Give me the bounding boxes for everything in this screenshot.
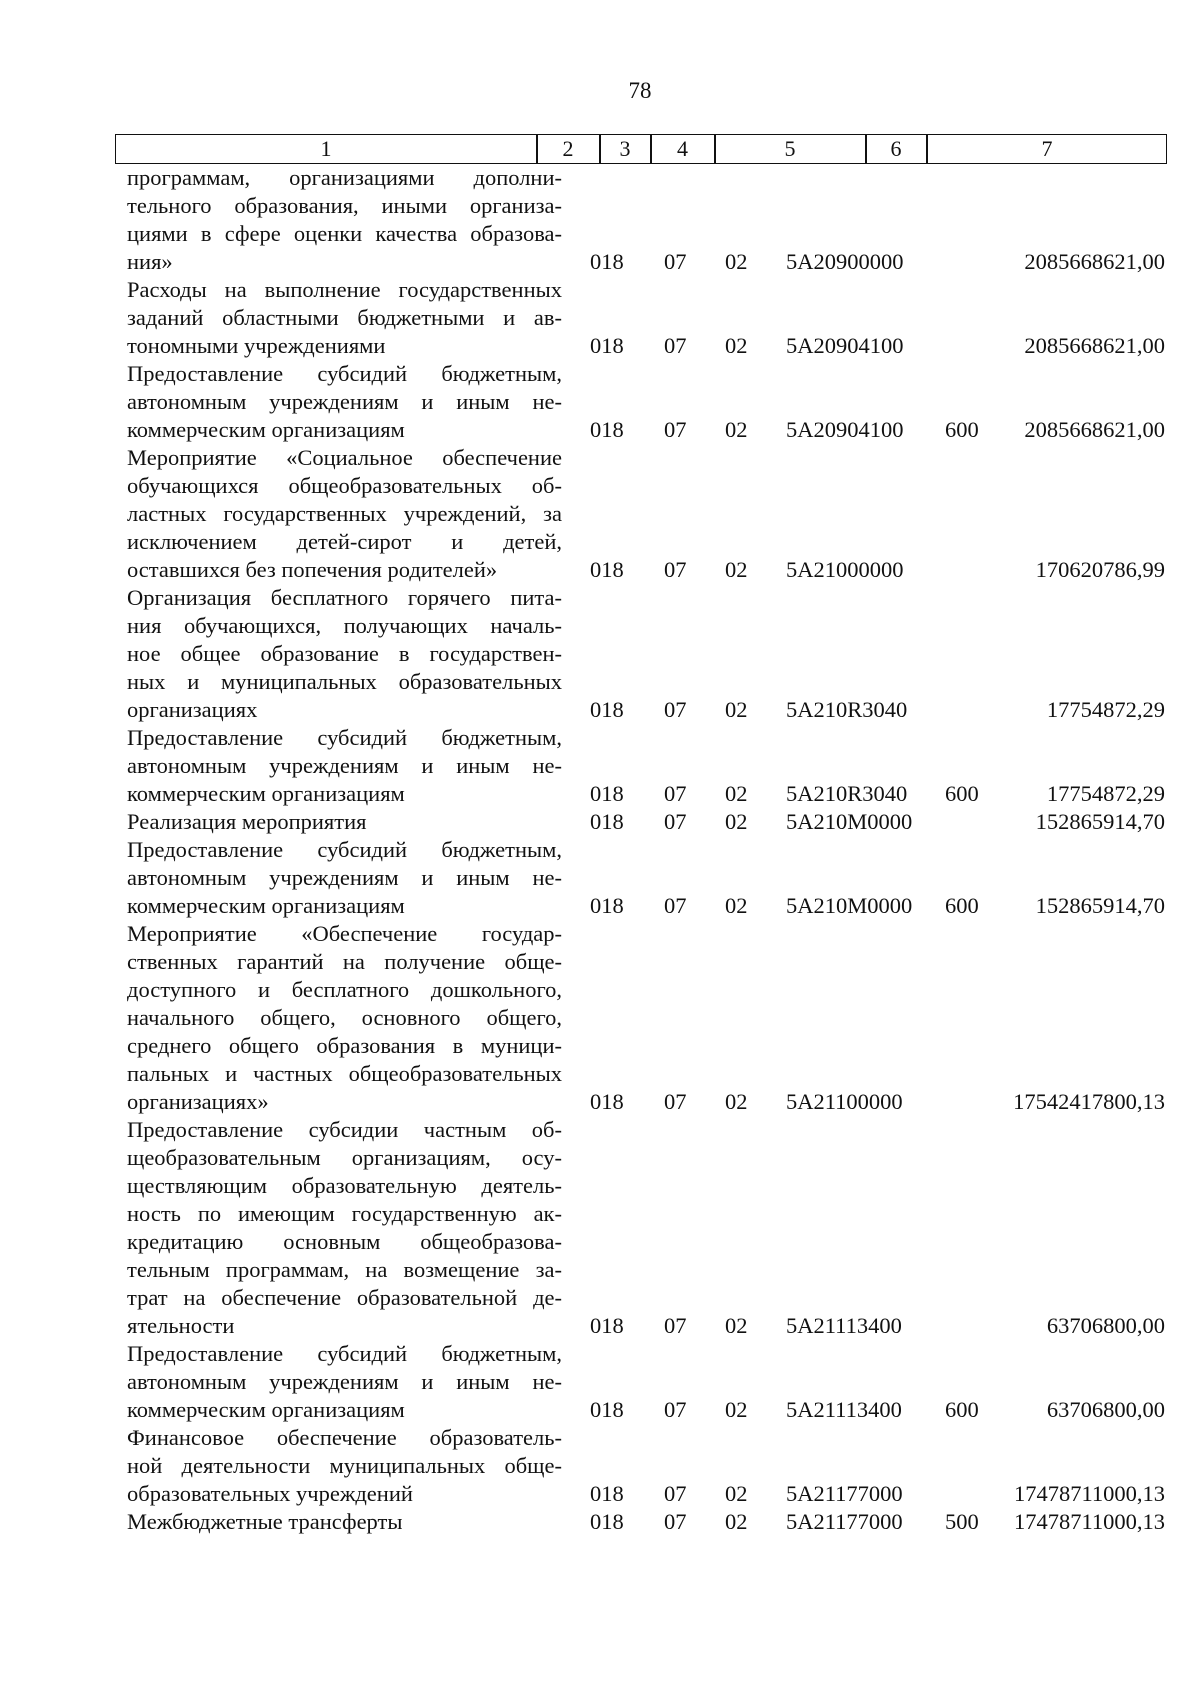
description-line: ственных гарантий на получение обще-: [127, 949, 562, 974]
table-row: [0, 1508, 1200, 1536]
subsection-code: 02: [725, 417, 748, 442]
amount-value: 152865914,70: [1035, 809, 1165, 834]
description-line: автономным учреждениям и иным не-: [127, 753, 562, 778]
description-line: ной деятельности муниципальных обще-: [127, 1453, 562, 1478]
subsection-code: 02: [725, 1089, 748, 1114]
description-line: ное общее образование в государствен-: [127, 641, 562, 666]
description-line: Предоставление субсидий бюджетным,: [127, 361, 562, 386]
description-line: Финансовое обеспечение образователь-: [127, 1425, 562, 1450]
subsection-code: 02: [725, 557, 748, 582]
ministry-code: 018: [590, 697, 624, 722]
target-article-code: 5А21113400: [786, 1397, 902, 1422]
row-description: [127, 808, 562, 836]
subsection-code: 02: [725, 781, 748, 806]
description-line: Предоставление субсидии частным об-: [127, 1117, 562, 1142]
description-line: щеобразовательным организациям, осу-: [127, 1145, 562, 1170]
amount-value: 17478711000,13: [1013, 1481, 1165, 1506]
header-col-2: 2: [562, 136, 574, 161]
description-line: коммерческим организациям: [127, 781, 405, 806]
description-line: организациях: [127, 697, 258, 722]
amount-value: 2085668621,00: [1024, 333, 1165, 358]
description-line: тельного образования, иными организа-: [127, 193, 562, 218]
section-code: 07: [664, 809, 687, 834]
ministry-code: 018: [590, 1313, 624, 1338]
expense-type-code: 600: [945, 893, 979, 918]
ministry-code: 018: [590, 1089, 624, 1114]
header-col-4: 4: [677, 136, 688, 161]
ministry-code: 018: [590, 893, 624, 918]
section-code: 07: [664, 1089, 687, 1114]
target-article-code: 5А210М0000: [786, 893, 913, 918]
row-description: [127, 584, 562, 724]
subsection-code: 02: [725, 333, 748, 358]
description-line: циями в сфере оценки качества образова-: [127, 221, 562, 246]
row-description: [127, 836, 562, 920]
table-row: [0, 276, 1200, 360]
description-line: образовательных учреждений: [127, 1481, 413, 1506]
target-article-code: 5А20900000: [786, 249, 904, 274]
table-row: [0, 836, 1200, 920]
target-article-code: 5А21113400: [786, 1313, 902, 1338]
description-line: Межбюджетные трансферты: [127, 1509, 403, 1534]
table-row: [0, 164, 1200, 276]
amount-value: 63706800,00: [1046, 1313, 1165, 1338]
subsection-code: 02: [725, 1481, 748, 1506]
section-code: 07: [664, 249, 687, 274]
row-description: [127, 1116, 562, 1340]
table-row: [0, 584, 1200, 724]
amount-value: 17542417800,13: [1013, 1089, 1165, 1114]
table-row: [0, 360, 1200, 444]
description-line: Мероприятие «Социальное обеспечение: [127, 445, 562, 470]
target-article-code: 5А210R3040: [786, 697, 908, 722]
description-line: тономными учреждениями: [127, 333, 386, 358]
target-article-code: 5А210М0000: [786, 809, 913, 834]
description-line: ния»: [127, 249, 173, 274]
subsection-code: 02: [725, 697, 748, 722]
header-col-6: 6: [890, 136, 902, 161]
description-line: исключением детей-сирот и детей,: [127, 529, 562, 554]
expense-type-code: 600: [945, 417, 979, 442]
amount-value: 17754872,29: [1046, 697, 1165, 722]
header-col-1: 1: [320, 136, 332, 161]
target-article-code: 5А210R3040: [786, 781, 908, 806]
row-description: [127, 276, 562, 360]
expense-type-code: 600: [945, 1397, 979, 1422]
target-article-code: 5А20904100: [786, 333, 904, 358]
page-number: 78: [628, 78, 652, 103]
header-col-3: 3: [619, 136, 631, 161]
description-line: ществляющим образовательную деятель-: [127, 1173, 562, 1198]
description-line: программам, организациями дополни-: [127, 165, 562, 190]
table-header: [115, 134, 1167, 164]
table-row: [0, 444, 1200, 584]
description-line: кредитацию основным общеобразова-: [127, 1229, 562, 1254]
row-description: [127, 1424, 562, 1508]
row-description: [127, 1508, 562, 1536]
table-row: [0, 808, 1200, 836]
header-col-5: 5: [784, 136, 796, 161]
section-code: 07: [664, 781, 687, 806]
row-description: [127, 724, 562, 808]
table-body: [0, 164, 1200, 1536]
description-line: Расходы на выполнение государственных: [127, 277, 562, 302]
subsection-code: 02: [725, 249, 748, 274]
table-row: [0, 920, 1200, 1116]
description-line: Организация бесплатного горячего пита-: [127, 585, 562, 610]
description-line: пальных и частных общеобразовательных: [127, 1061, 562, 1086]
description-line: ния обучающихся, получающих началь-: [127, 613, 562, 638]
target-article-code: 5А21000000: [786, 557, 904, 582]
description-line: обучающихся общеобразовательных об-: [127, 473, 562, 498]
ministry-code: 018: [590, 1481, 624, 1506]
description-line: доступного и бесплатного дошкольного,: [127, 977, 562, 1002]
ministry-code: 018: [590, 1397, 624, 1422]
amount-value: 152865914,70: [1035, 893, 1165, 918]
section-code: 07: [664, 557, 687, 582]
section-code: 07: [664, 417, 687, 442]
description-line: тельным программам, на возмещение за-: [127, 1257, 562, 1282]
subsection-code: 02: [725, 893, 748, 918]
row-description: [127, 920, 562, 1116]
table-row: [0, 1340, 1200, 1424]
amount-value: 17754872,29: [1046, 781, 1165, 806]
description-line: ластных государственных учреждений, за: [127, 501, 562, 526]
target-article-code: 5А20904100: [786, 417, 904, 442]
subsection-code: 02: [725, 809, 748, 834]
amount-value: 17478711000,13: [1013, 1509, 1165, 1534]
section-code: 07: [664, 333, 687, 358]
ministry-code: 018: [590, 333, 624, 358]
section-code: 07: [664, 1397, 687, 1422]
description-line: оставшихся без попечения родителей»: [127, 557, 498, 582]
description-line: Предоставление субсидий бюджетным,: [127, 1341, 562, 1366]
row-description: [127, 360, 562, 444]
table-row: [0, 724, 1200, 808]
table-row: [0, 1424, 1200, 1508]
amount-value: 63706800,00: [1046, 1397, 1165, 1422]
amount-value: 170620786,99: [1035, 557, 1165, 582]
ministry-code: 018: [590, 1509, 624, 1534]
row-description: [127, 444, 562, 584]
expense-type-code: 500: [945, 1509, 979, 1534]
description-line: ных и муниципальных образовательных: [127, 669, 562, 694]
description-line: ятельности: [127, 1313, 235, 1338]
description-line: организациях»: [127, 1089, 269, 1114]
description-line: коммерческим организациям: [127, 893, 405, 918]
section-code: 07: [664, 893, 687, 918]
table-row: [0, 1116, 1200, 1340]
ministry-code: 018: [590, 249, 624, 274]
section-code: 07: [664, 1481, 687, 1506]
description-line: автономным учреждениям и иным не-: [127, 389, 562, 414]
target-article-code: 5А21100000: [786, 1089, 903, 1114]
description-line: Мероприятие «Обеспечение государ-: [127, 921, 562, 946]
subsection-code: 02: [725, 1313, 748, 1338]
description-line: начального общего, основного общего,: [127, 1005, 562, 1030]
amount-value: 2085668621,00: [1024, 417, 1165, 442]
subsection-code: 02: [725, 1397, 748, 1422]
description-line: коммерческим организациям: [127, 417, 405, 442]
amount-value: 2085668621,00: [1024, 249, 1165, 274]
description-line: Предоставление субсидий бюджетным,: [127, 837, 562, 862]
description-line: трат на обеспечение образовательной де-: [127, 1285, 562, 1310]
section-code: 07: [664, 697, 687, 722]
ministry-code: 018: [590, 557, 624, 582]
ministry-code: 018: [590, 781, 624, 806]
description-line: автономным учреждениям и иным не-: [127, 1369, 562, 1394]
row-description: [127, 1340, 562, 1424]
target-article-code: 5А21177000: [786, 1481, 903, 1506]
target-article-code: 5А21177000: [786, 1509, 903, 1534]
row-description: [127, 164, 562, 276]
section-code: 07: [664, 1313, 687, 1338]
header-col-7: 7: [1041, 136, 1053, 161]
description-line: ность по имеющим государственную ак-: [127, 1201, 562, 1226]
description-line: коммерческим организациям: [127, 1397, 405, 1422]
ministry-code: 018: [590, 417, 624, 442]
expense-type-code: 600: [945, 781, 979, 806]
description-line: Реализация мероприятия: [127, 809, 367, 834]
description-line: среднего общего образования в муници-: [127, 1033, 562, 1058]
subsection-code: 02: [725, 1509, 748, 1534]
description-line: Предоставление субсидий бюджетным,: [127, 725, 562, 750]
description-line: заданий областными бюджетными и ав-: [127, 305, 562, 330]
description-line: автономным учреждениям и иным не-: [127, 865, 562, 890]
section-code: 07: [664, 1509, 687, 1534]
ministry-code: 018: [590, 809, 624, 834]
